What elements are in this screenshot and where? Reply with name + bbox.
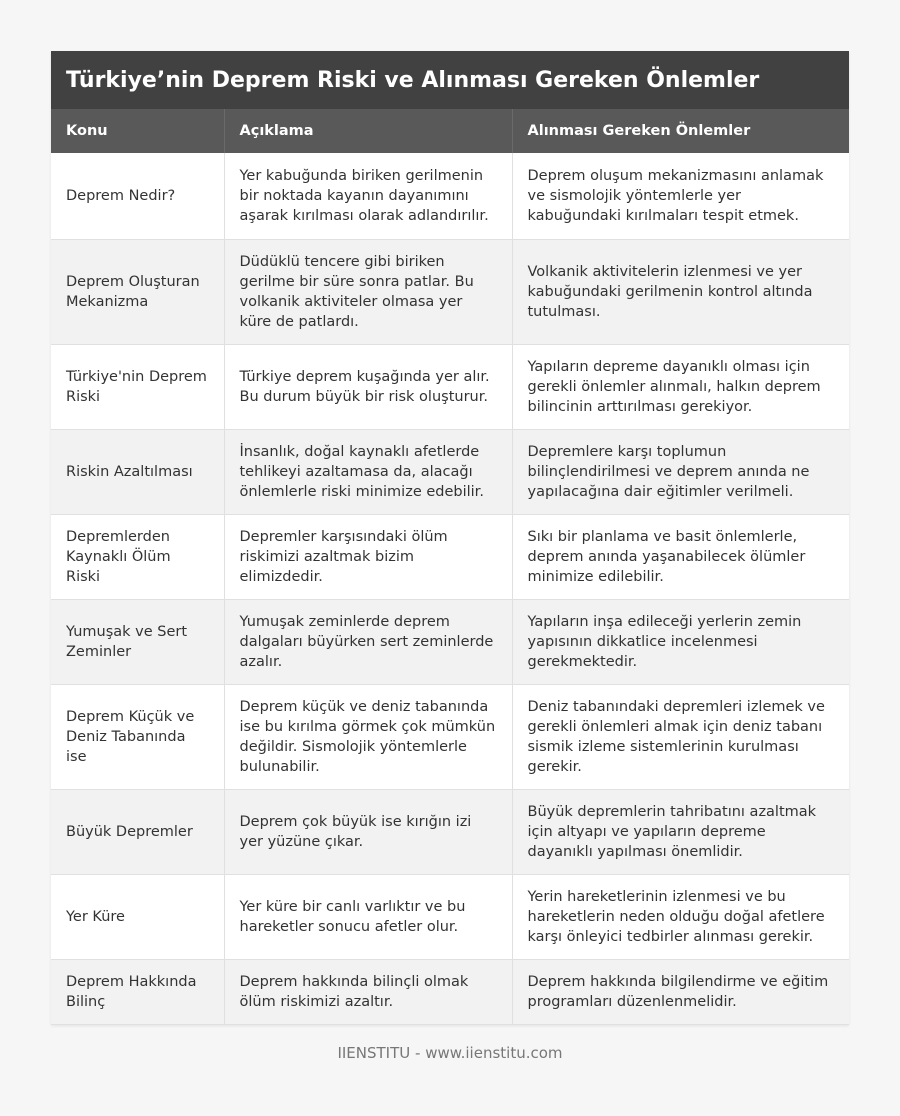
cell-aciklama: Türkiye deprem kuşağında yer alır. Bu durum büyük bir risk oluşturur. xyxy=(224,344,512,429)
cell-konu: Deprem Oluşturan Mekanizma xyxy=(51,239,224,344)
table-row xyxy=(51,514,849,599)
header-row xyxy=(51,109,849,153)
table-row xyxy=(51,344,849,429)
table-row xyxy=(51,153,849,239)
cell-aciklama: Düdüklü tencere gibi biriken gerilme bir süre sonra patlar. Bu volkanik aktiviteler olmasa yer küre de patlardı. xyxy=(224,239,512,344)
cell-onlem: Volkanik aktivitelerin izlenmesi ve yer kabuğundaki gerilmenin kontrol altında tutulması. xyxy=(512,239,849,344)
cell-konu: Deprem Hakkında Bilinç xyxy=(51,959,224,1024)
cell-onlem: Depremlere karşı toplumun bilinçlendirilmesi ve deprem anında ne yapılacağına dair eğitimler verilmeli. xyxy=(512,429,849,514)
cell-aciklama: Depremler karşısındaki ölüm riskimizi azaltmak bizim elimizdedir. xyxy=(224,514,512,599)
footer-credit: IIENSTITU - www.iienstitu.com xyxy=(337,1044,563,1062)
column-header-aciklama: Açıklama xyxy=(224,109,512,153)
table-card xyxy=(51,51,849,1025)
cell-konu: Deprem Küçük ve Deniz Tabanında ise xyxy=(51,684,224,789)
cell-aciklama: Deprem çok büyük ise kırığın izi yer yüzüne çıkar. xyxy=(224,789,512,874)
table-row xyxy=(51,684,849,789)
cell-onlem: Yapıların inşa edileceği yerlerin zemin yapısının dikkatlice incelenmesi gerekmektedir. xyxy=(512,599,849,684)
cell-aciklama: Yer küre bir canlı varlıktır ve bu hareketler sonucu afetler olur. xyxy=(224,874,512,959)
cell-konu: Depremlerden Kaynaklı Ölüm Riski xyxy=(51,514,224,599)
table-row xyxy=(51,599,849,684)
title-bar xyxy=(51,51,849,109)
cell-aciklama: Deprem küçük ve deniz tabanında ise bu kırılma görmek çok mümkün değildir. Sismolojik yöntemlerle bulunabilir. xyxy=(224,684,512,789)
cell-onlem: Büyük depremlerin tahribatını azaltmak için altyapı ve yapıların depreme dayanıklı yapılması önemlidir. xyxy=(512,789,849,874)
cell-aciklama: Yumuşak zeminlerde deprem dalgaları büyürken sert zeminlerde azalır. xyxy=(224,599,512,684)
table-row xyxy=(51,959,849,1024)
table-body xyxy=(51,153,849,1024)
cell-konu: Büyük Depremler xyxy=(51,789,224,874)
table-row xyxy=(51,789,849,874)
cell-onlem: Deprem oluşum mekanizmasını anlamak ve sismolojik yöntemlerle yer kabuğundaki kırılmaları tespit etmek. xyxy=(512,153,849,239)
cell-konu: Deprem Nedir? xyxy=(51,153,224,239)
cell-aciklama: Yer kabuğunda biriken gerilmenin bir noktada kayanın dayanımını aşarak kırılması olarak adlandırılır. xyxy=(224,153,512,239)
cell-onlem: Yapıların depreme dayanıklı olması için gerekli önlemler alınmalı, halkın deprem bilincinin arttırılması gerekiyor. xyxy=(512,344,849,429)
cell-konu: Yumuşak ve Sert Zeminler xyxy=(51,599,224,684)
column-header-onlemler: Alınması Gereken Önlemler xyxy=(527,123,751,139)
table-row xyxy=(51,239,849,344)
cell-aciklama: İnsanlık, doğal kaynaklı afetlerde tehlikeyi azaltamasa da, alacağı önlemlerle riski minimize edebilir. xyxy=(224,429,512,514)
cell-aciklama: Deprem hakkında bilinçli olmak ölüm riskimizi azaltır. xyxy=(224,959,512,1024)
data-table xyxy=(51,109,849,1025)
table-header xyxy=(51,109,849,153)
column-header-konu: Konu xyxy=(51,109,224,153)
table-row xyxy=(51,429,849,514)
page-title: Türkiye’nin Deprem Riski ve Alınması Gereken Önlemler xyxy=(66,67,760,93)
table-row xyxy=(51,874,849,959)
cell-onlem: Deprem hakkında bilgilendirme ve eğitim programları düzenlenmelidir. xyxy=(512,959,849,1024)
cell-onlem: Sıkı bir planlama ve basit önlemlerle, deprem anında yaşanabilecek ölümler minimize edilebilir. xyxy=(512,514,849,599)
cell-onlem: Deniz tabanındaki depremleri izlemek ve gerekli önlemleri almak için deniz tabanı sismik izleme sistemlerinin kurulması gerekir. xyxy=(512,684,849,789)
cell-konu: Yer Küre xyxy=(51,874,224,959)
cell-onlem: Yerin hareketlerinin izlenmesi ve bu hareketlerin neden olduğu doğal afetlere karşı önleyici tedbirler alınması gerekir. xyxy=(512,874,849,959)
cell-konu: Riskin Azaltılması xyxy=(51,429,224,514)
cell-konu: Türkiye'nin Deprem Riski xyxy=(51,344,224,429)
